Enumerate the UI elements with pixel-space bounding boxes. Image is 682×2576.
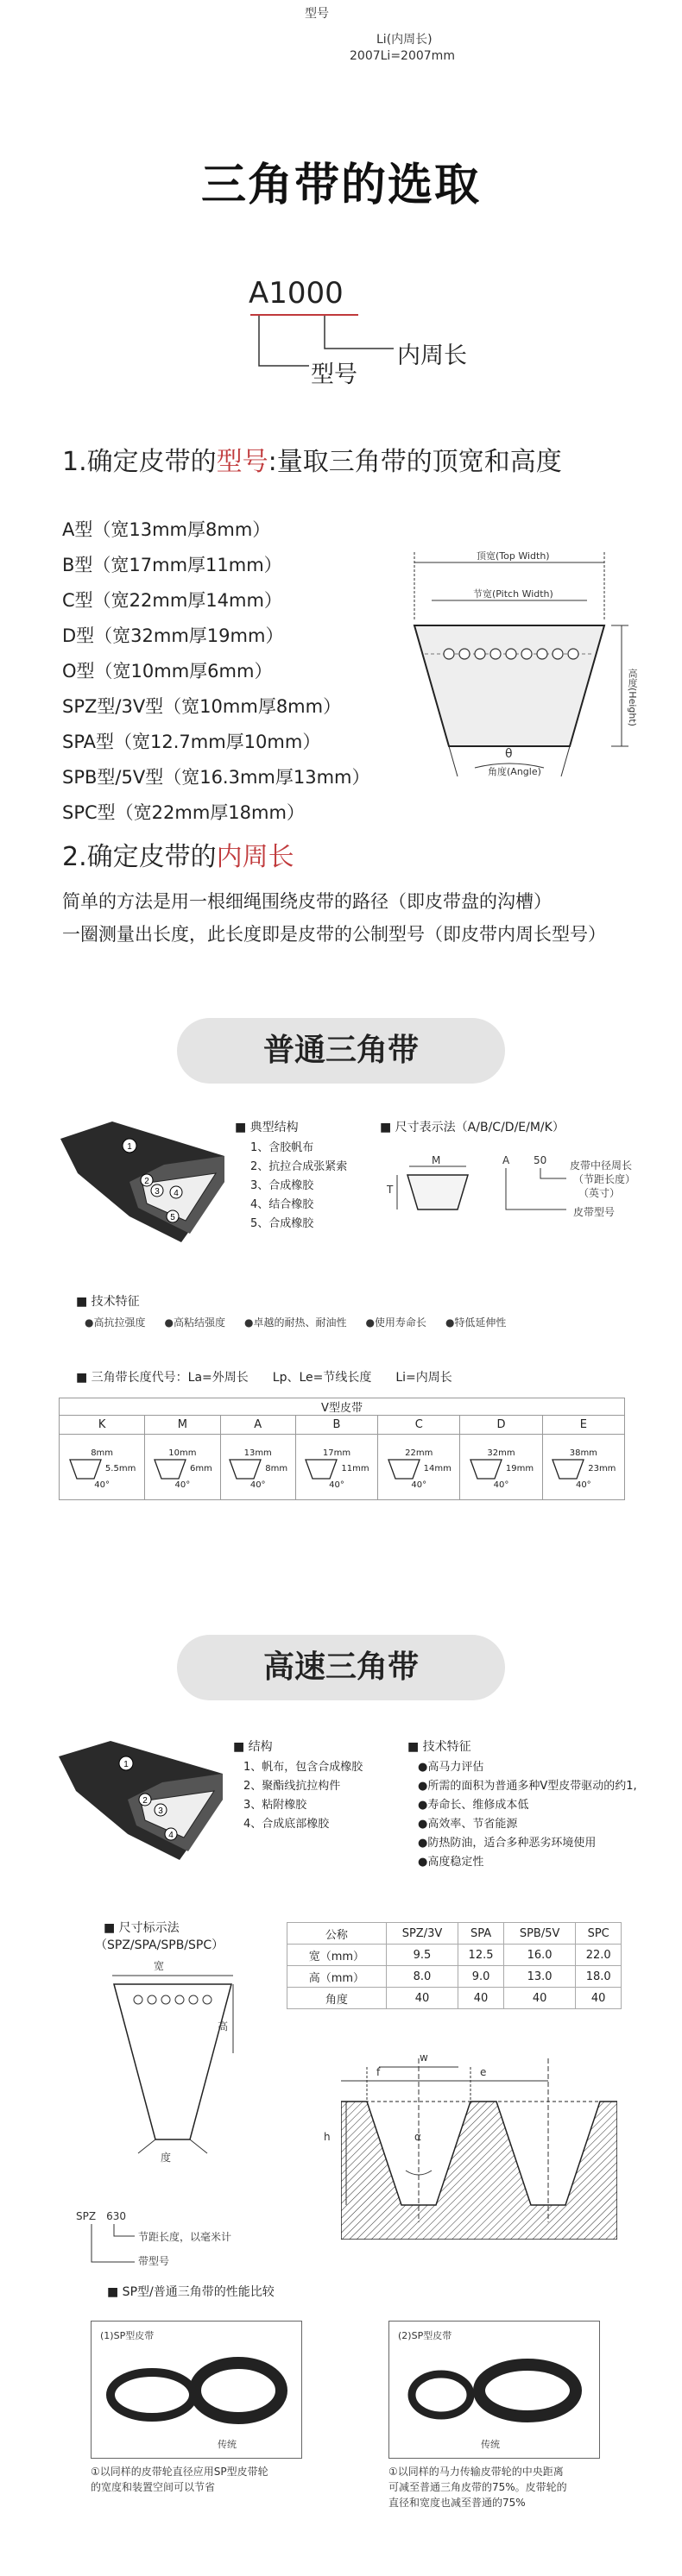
dims-model-label: 皮带型号: [573, 1206, 616, 1218]
v-belt-caption: V型皮带: [60, 1398, 625, 1416]
top-model-label: 型号: [305, 7, 329, 21]
step1-suffix: :量取三角带的顶宽和高度: [268, 447, 562, 477]
v-belt-height: 14mm: [423, 1464, 452, 1473]
structure-item: 4、合成底部橡胶: [243, 1818, 330, 1831]
step1-highlight: 型号: [216, 447, 268, 477]
compare-right-box: [388, 2321, 600, 2459]
section-high-title: 高速三角带: [177, 1635, 505, 1700]
tech-item: ●高抗拉强度: [85, 1316, 146, 1329]
spec-header: SPC: [576, 1923, 622, 1945]
normal-dims-title: ■ 尺寸表示法（A/B/C/D/E/M/K）: [380, 1121, 565, 1134]
v-belt-shape-cell: [460, 1435, 542, 1500]
belt-type-item: B型（宽17mm厚11mm）: [62, 555, 282, 575]
v-belt-angle: 40°: [94, 1480, 110, 1490]
structure-item: 1、含胶帆布: [250, 1141, 314, 1154]
compare-right-note2: 可减至普通三角皮带的75%。皮带轮的: [388, 2481, 567, 2493]
cross-section-diagram: [406, 543, 665, 785]
compare-right-note1: ①以同样的马力传输皮带轮的中央距离: [388, 2466, 564, 2478]
spec-cell: 40: [576, 1988, 622, 2009]
model-example: [249, 276, 490, 388]
spec-cell: 8.0: [386, 1966, 458, 1988]
svg-text:2: 2: [142, 1796, 148, 1806]
groove-h: h: [324, 2131, 331, 2143]
v-belt-height: 11mm: [341, 1464, 369, 1473]
tech-item: ●所需的面积为普通多种V型皮带驱动的约1,: [418, 1780, 637, 1793]
spec-cell: 角度: [287, 1988, 387, 2009]
high-dims-width: 宽: [154, 1960, 165, 1972]
high-dims-title: ■ 尺寸标示法: [104, 1921, 180, 1935]
spec-cell: 40: [503, 1988, 576, 2009]
high-dims-angle: 度: [161, 2152, 172, 2164]
compare-left-note2: 的宽度和装置空间可以节省: [91, 2481, 216, 2493]
compare-right-note3: 直径和宽度也减至普通的75%: [388, 2497, 526, 2509]
spec-cell: 40: [386, 1988, 458, 2009]
normal-structure-title: ■ 典型结构: [235, 1121, 299, 1134]
model-type: 型号: [311, 361, 357, 388]
cross-section-svg: [406, 543, 665, 785]
step2-heading: [62, 835, 294, 873]
v-belt-section-icon: [469, 1458, 503, 1480]
high-tech-list: [418, 1758, 677, 1872]
belt-type-item: A型（宽13mm厚8mm）: [62, 519, 271, 540]
spec-cell: 16.0: [503, 1945, 576, 1966]
v-belt-section-icon: [68, 1458, 103, 1480]
high-belt-image: [59, 1741, 231, 1862]
v-belt-shape-cell: [295, 1435, 377, 1500]
compare-left-label: (1)SP型皮带: [100, 2330, 155, 2341]
dims-bracket-svg: [501, 1166, 570, 1218]
belt-type-item: SPA型（宽12.7mm厚10mm）: [62, 732, 321, 752]
spec-cell: 9.0: [458, 1966, 504, 1988]
v-belt-width: 32mm: [487, 1448, 515, 1458]
groove-diagram: [341, 2050, 617, 2240]
v-belt-height: 6mm: [189, 1464, 212, 1473]
belt-type-item: O型（宽10mm厚6mm）: [62, 661, 273, 682]
v-belt-header: D: [460, 1416, 542, 1435]
step2-line2: 一圈测量出长度，此长度即是皮带的公制型号（即皮带内周长型号）: [62, 924, 606, 945]
v-belt-section-icon: [387, 1458, 421, 1480]
svg-text:4: 4: [168, 1831, 174, 1840]
high-tech-title: ■ 技术特征: [407, 1740, 471, 1754]
spec-cell: 宽（mm）: [287, 1945, 387, 1966]
v-belt-header: A: [220, 1416, 295, 1435]
compare-left-box: [91, 2321, 302, 2459]
v-belt-width: 10mm: [168, 1448, 197, 1458]
tech-item: ●卓越的耐热、耐油性: [243, 1316, 347, 1329]
theta-label: θ: [505, 747, 513, 761]
v-belt-header: M: [145, 1416, 220, 1435]
svg-text:1: 1: [123, 1760, 129, 1769]
spec-header: SPB/5V: [503, 1923, 576, 1945]
groove-w: w: [420, 2051, 428, 2064]
tech-item: ●高马力评估: [418, 1761, 484, 1774]
high-dims-bracket-svg: [86, 2222, 138, 2271]
step2-highlight: 内周长: [216, 842, 294, 872]
top-li-label: Li(内周长): [376, 33, 433, 47]
spec-cell: 12.5: [458, 1945, 504, 1966]
v-belt-height: 5.5mm: [104, 1464, 136, 1473]
dims-pitch-label: 皮带中径周长: [570, 1159, 633, 1172]
v-belt-height: 19mm: [505, 1464, 534, 1473]
length-code-line: ■ 三角带长度代号：La=外周长 Lp、Le=节线长度 Li=内周长: [76, 1371, 452, 1385]
high-dims-height: 高: [218, 2020, 229, 2033]
dims-m-label: M: [432, 1154, 441, 1166]
structure-item: 3、粘附橡胶: [243, 1799, 307, 1812]
normal-dims-section-svg: [390, 1156, 477, 1225]
dims-inch-label: （英寸）: [578, 1187, 621, 1199]
svg-text:4: 4: [174, 1189, 179, 1198]
dims-pitch-label-2: （节距长度）: [573, 1173, 636, 1185]
normal-belt-image: [60, 1122, 233, 1251]
compare-title: ■ SP型/普通三角带的性能比较: [107, 2285, 275, 2299]
v-belt-width: 38mm: [569, 1448, 597, 1458]
v-belt-angle: 40°: [329, 1480, 344, 1490]
high-dims-model: 带型号: [138, 2255, 170, 2267]
v-belt-shape-cell: [60, 1435, 145, 1500]
dims-t-label: T: [387, 1184, 394, 1196]
compare-left-note1: ①以同样的皮带轮直径应用SP型皮带轮: [91, 2466, 268, 2478]
belt-type-list: [62, 512, 370, 831]
spec-cell: 22.0: [576, 1945, 622, 1966]
groove-f: f: [376, 2066, 381, 2078]
v-belt-shape-cell: [145, 1435, 220, 1500]
v-belt-width: 17mm: [322, 1448, 351, 1458]
high-structure-list: [243, 1758, 363, 1834]
v-belt-header: B: [295, 1416, 377, 1435]
model-inner-perimeter: 内周长: [397, 342, 467, 369]
high-dims-sub: （SPZ/SPA/SPB/SPC）: [95, 1938, 224, 1952]
spec-cell: 高（mm）: [287, 1966, 387, 1988]
tech-item: ●防热防油，适合多种恶劣环境使用: [418, 1837, 597, 1850]
v-belt-height: 23mm: [588, 1464, 616, 1473]
belt-type-item: SPB型/5V型（宽16.3mm厚13mm）: [62, 767, 370, 788]
svg-text:3: 3: [155, 1187, 160, 1197]
v-belt-section-icon: [153, 1458, 187, 1480]
pitch-width-label: 节宽(Pitch Width): [473, 588, 553, 600]
v-belt-angle: 40°: [411, 1480, 427, 1490]
v-belt-header: K: [60, 1416, 145, 1435]
step1-prefix: 1.确定皮带的: [62, 447, 217, 477]
compare-right-belts: [398, 2347, 592, 2434]
v-belt-shape-cell: [220, 1435, 295, 1500]
section-normal-title: 普通三角带: [177, 1018, 505, 1084]
top-cut-line: [376, 0, 566, 5]
spec-table: [287, 1922, 622, 2009]
v-belt-section-icon: [304, 1458, 338, 1480]
structure-item: 4、结合橡胶: [250, 1198, 314, 1211]
compare-right-label: (2)SP型皮带: [398, 2330, 452, 2341]
compare-left-belts: [100, 2347, 294, 2434]
normal-tech-title: ■ 技术特征: [76, 1295, 140, 1309]
groove-e: e: [480, 2066, 487, 2078]
v-belt-header: E: [542, 1416, 624, 1435]
v-belt-height: 8mm: [265, 1464, 288, 1473]
dims-a-label: A: [502, 1154, 510, 1166]
tech-item: ●使用寿命长: [365, 1316, 426, 1329]
groove-alpha: α: [414, 2131, 421, 2143]
model-example-code: A1000: [249, 276, 344, 311]
v-belt-table: [59, 1398, 625, 1500]
v-belt-shape-cell: [378, 1435, 460, 1500]
belt-type-item: D型（宽32mm厚19mm）: [62, 625, 284, 646]
structure-item: 3、合成橡胶: [250, 1179, 314, 1192]
v-belt-section-icon: [551, 1458, 585, 1480]
belt-type-item: C型（宽22mm厚14mm）: [62, 590, 282, 611]
tech-item: ●高度稳定性: [418, 1856, 484, 1869]
spec-cell: 18.0: [576, 1966, 622, 1988]
main-title: 三角带的选取: [200, 160, 481, 211]
top-li-example: 2007Li=2007mm: [350, 49, 455, 63]
compare-left-caption: 传统: [218, 2439, 237, 2450]
spec-cell: 13.0: [503, 1966, 576, 1988]
v-belt-width: 8mm: [91, 1448, 114, 1458]
svg-text:2: 2: [144, 1177, 149, 1186]
v-belt-section-icon: [228, 1458, 262, 1480]
structure-item: 5、合成橡胶: [250, 1217, 314, 1230]
normal-structure-list: [250, 1139, 347, 1234]
spec-header: 公称: [287, 1923, 387, 1945]
high-dims-pitch: 节距长度，以毫米计: [138, 2231, 232, 2243]
v-belt-width: 13mm: [243, 1448, 272, 1458]
structure-item: 2、抗拉合成张紧索: [250, 1160, 348, 1173]
tech-item: ●寿命长、维修成本低: [418, 1799, 529, 1812]
v-belt-angle: 40°: [249, 1480, 266, 1490]
tech-item: ●特低延伸性: [445, 1316, 507, 1329]
tech-item: ●高效率、节省能源: [418, 1818, 518, 1831]
v-belt-width: 22mm: [405, 1448, 433, 1458]
structure-item: 2、聚酯线抗拉构件: [243, 1780, 341, 1793]
belt-type-item: SPZ型/3V型（宽10mm厚8mm）: [62, 696, 342, 717]
angle-label: 角度(Angle): [488, 766, 541, 777]
step2-prefix: 2.确定皮带的: [62, 842, 217, 872]
belt-type-item: SPC型（宽22mm厚18mm）: [62, 802, 305, 823]
high-dims-svg: [104, 1958, 242, 2157]
v-belt-angle: 40°: [575, 1480, 591, 1490]
dims-50-label: 50: [534, 1154, 547, 1166]
svg-text:3: 3: [158, 1806, 163, 1816]
v-belt-shape-cell: [542, 1435, 624, 1500]
height-label: 高度(Height): [627, 669, 638, 726]
spec-cell: 9.5: [386, 1945, 458, 1966]
step2-line1: 简单的方法是用一根细绳围绕皮带的路径（即皮带盘的沟槽）: [62, 891, 552, 912]
svg-text:5: 5: [170, 1213, 175, 1222]
step1-heading: [62, 440, 562, 478]
v-belt-header: C: [378, 1416, 460, 1435]
v-belt-angle: 40°: [174, 1480, 191, 1490]
high-dims-code: SPZ 630: [76, 2210, 126, 2222]
spec-header: SPA: [458, 1923, 504, 1945]
structure-item: 1、帆布，包含合成橡胶: [243, 1761, 363, 1774]
tech-item: ●高粘结强度: [164, 1316, 225, 1329]
high-structure-title: ■ 结构: [233, 1740, 273, 1754]
compare-right-caption: 传统: [481, 2439, 500, 2450]
svg-text:1: 1: [127, 1142, 132, 1152]
top-width-label: 顶宽(Top Width): [477, 550, 550, 562]
normal-tech-list: [85, 1315, 637, 1329]
v-belt-angle: 40°: [493, 1480, 509, 1490]
spec-cell: 40: [458, 1988, 504, 2009]
spec-header: SPZ/3V: [386, 1923, 458, 1945]
